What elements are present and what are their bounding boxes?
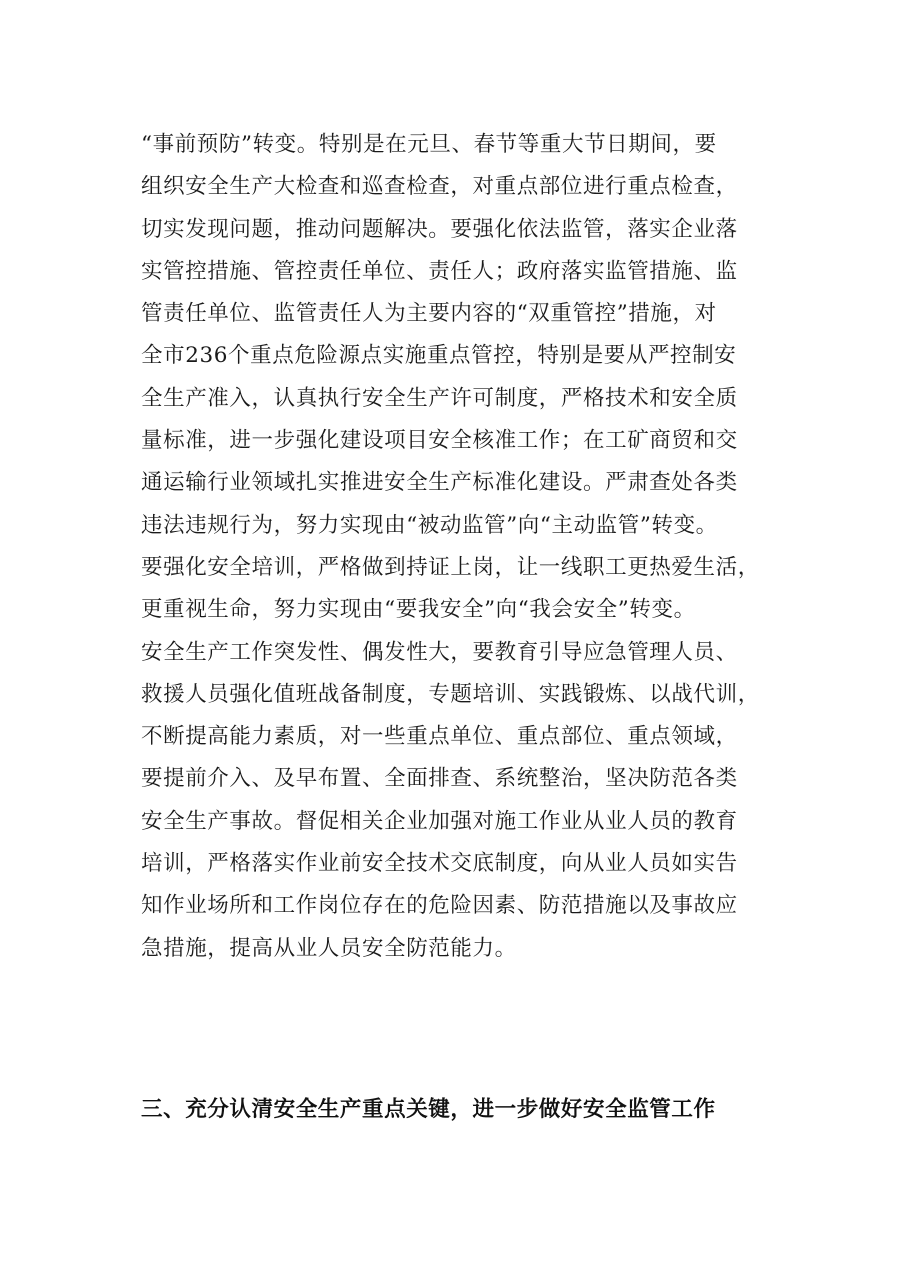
paragraph-line: 不断提高能力素质，对一些重点单位、重点部位、重点领域， <box>141 724 738 750</box>
paragraph-line: 急措施，提高从业人员安全防范能力。 <box>141 935 517 961</box>
paragraph-line: 安全生产工作突发性、偶发性大，要教育引导应急管理人员、 <box>141 639 738 665</box>
paragraph-line: 管责任单位、监管责任人为主要内容的“双重管控”措施，对 <box>141 301 717 327</box>
paragraph-line: 实管控措施、管控责任单位、责任人；政府落实监管措施、监 <box>141 258 738 284</box>
paragraph-line: 要强化安全培训，严格做到持证上岗，让一线职工更热爱生活， <box>141 554 760 580</box>
paragraph-line: “事前预防”转变。特别是在元旦、春节等重大节日期间，要 <box>141 132 717 157</box>
paragraph-line: 量标准，进一步强化建设项目安全核准工作；在工矿商贸和交 <box>141 428 738 454</box>
paragraph-line: 救援人员强化值班战备制度，专题培训、实践锻炼、以战代训， <box>141 681 760 707</box>
paragraph-line: 全市236个重点危险源点实施重点管控，特别是要从严控制安 <box>141 343 737 369</box>
paragraph-line: 安全生产事故。督促相关企业加强对施工作业从业人员的教育 <box>141 808 738 834</box>
paragraph-line: 通运输行业领域扎实推进安全生产标准化建设。严肃查处各类 <box>141 470 738 496</box>
paragraph-line: 要提前介入、及早布置、全面排查、系统整治，坚决防范各类 <box>141 766 738 792</box>
paragraph-line: 知作业场所和工作岗位存在的危险因素、防范措施以及事故应 <box>141 893 738 919</box>
paragraph-line: 更重视生命，努力实现由“要我安全”向“我会安全”转变。 <box>141 597 696 623</box>
paragraph-line: 违法违规行为，努力实现由“被动监管”向“主动监管”转变。 <box>141 512 718 538</box>
paragraph-line: 组织安全生产大检查和巡查检查，对重点部位进行重点检查， <box>141 174 738 200</box>
section-heading: 三、充分认清安全生产重点关键，进一步做好安全监管工作 <box>141 1097 716 1122</box>
paragraph-line: 切实发现问题，推动问题解决。要强化依法监管，落实企业落 <box>141 216 738 242</box>
paragraph-line: 培训，严格落实作业前安全技术交底制度，向从业人员如实告 <box>141 851 738 877</box>
body-paragraph <box>141 124 781 970</box>
paragraph-line: 全生产准入，认真执行安全生产许可制度，严格技术和安全质 <box>141 385 738 411</box>
